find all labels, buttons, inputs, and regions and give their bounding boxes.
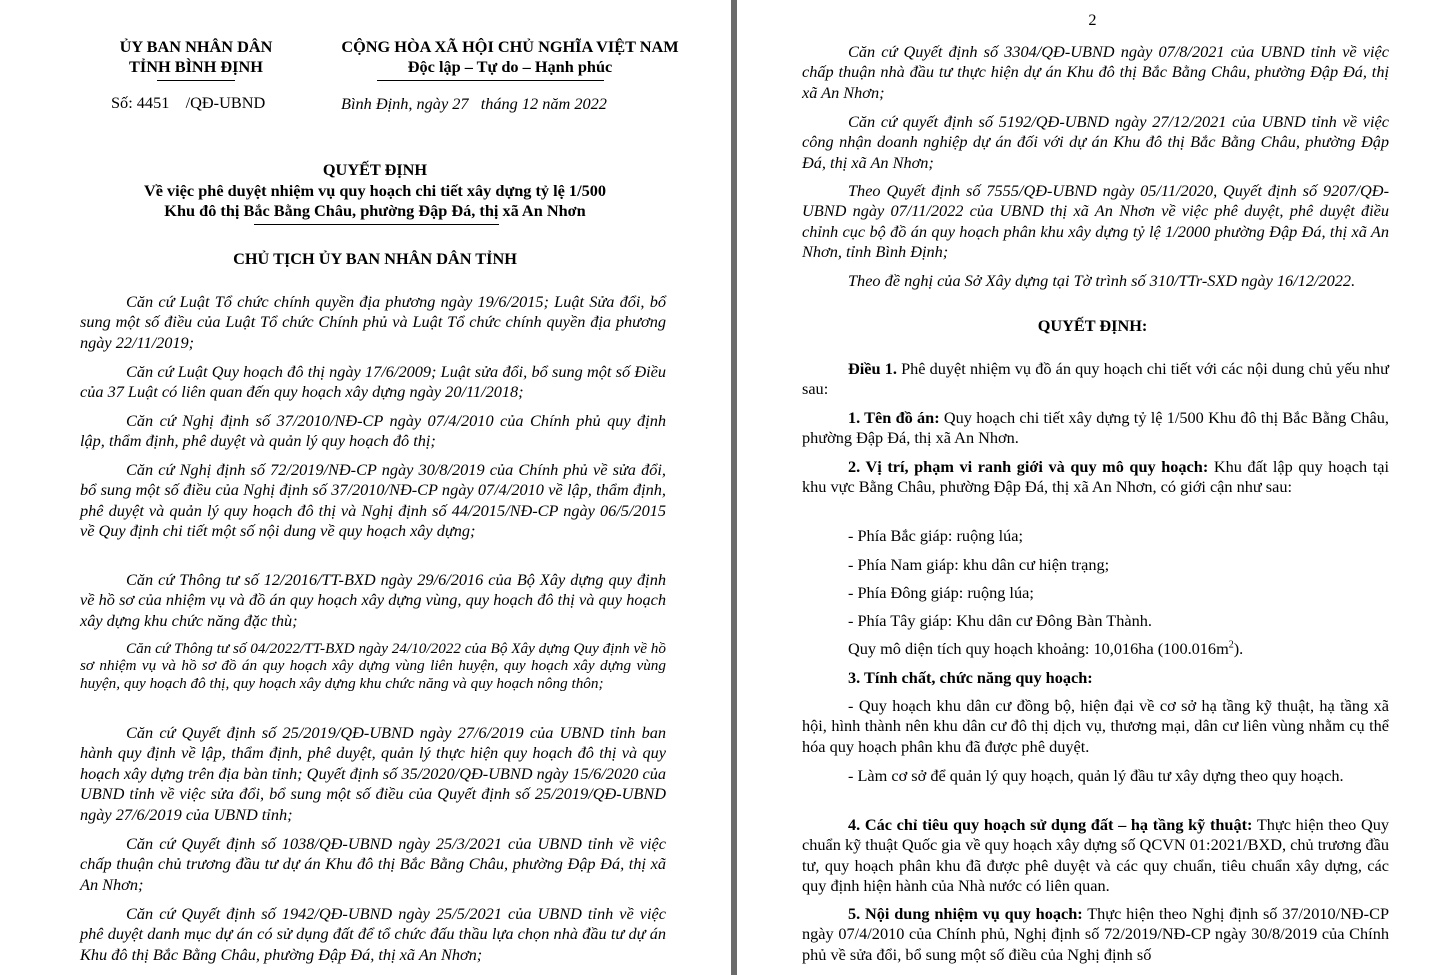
- boundary-north: - Phía Bắc giáp: ruộng lúa;: [848, 526, 1023, 545]
- decision-subject: Về việc phê duyệt nhiệm vụ quy hoạch chi tiết xây dựng tỷ lệ 1/500 Khu đô thị Bắc Bằng Châu, phường Đập Đá, thị xã An Nhơn: [143, 181, 607, 221]
- item-3-point: - Quy hoạch khu dân cư đồng bộ, hiện đại về cơ sở hạ tầng kỹ thuật, hạ tầng xã hội, hình thành nên khu dân cư đô thị dịch vụ, thương mại, dân cư liên vùng nhằm cụ thể hóa quy hoạch phân khu đã được phê duyệt.: [802, 696, 1389, 756]
- basis-paragraph: Theo Quyết định số 7555/QĐ-UBND ngày 05/11/2020, Quyết định số 9207/QĐ-UBND ngày 07/11/2022 của UBND thị xã An Nhơn về việc phê duyệt, phê duyệt điều chỉnh cục bộ đồ án quy hoạch phân khu xây dựng tỷ lệ 1/2000 phường Đập Đá, thị xã An Nhơn, tỉnh Bình Định;: [802, 181, 1389, 262]
- agency-name: ỦY BAN NHÂN DÂN TỈNH BÌNH ĐỊNH: [119, 37, 273, 77]
- basis-paragraph: Theo đề nghị của Sở Xây dựng tại Tờ trình số 310/TTr-SXD ngày 16/12/2022.: [848, 271, 1356, 290]
- basis-paragraph: Căn cứ Luật Tổ chức chính quyền địa phương ngày 19/6/2015; Luật Sửa đổi, bổ sung một số điều của Luật Tổ chức Chính phủ và Luật Tổ chức chính quyền địa phương ngày 22/11/2019;: [80, 292, 666, 352]
- item-4-criteria: 4. Các chỉ tiêu quy hoạch sử dụng đất – hạ tầng kỹ thuật: Thực hiện theo Quy chuẩn kỹ thuật Quốc gia về quy hoạch xây dựng số QCVN 01:2021/BXD, chủ trương đầu tư, quy hoạch phân khu đã được phê duyệt và các quy chuẩn, tiêu chuẩn xây dựng, các quy định hiện hành của Nhà nước có liên quan.: [802, 815, 1389, 896]
- issuing-authority: CHỦ TỊCH ỦY BAN NHÂN DÂN TỈNH: [233, 249, 517, 268]
- page-2: [737, 0, 1448, 975]
- document-number: Số: 4451 /QĐ-UBND: [111, 93, 266, 112]
- item-1-name: 1. Tên đồ án: Quy hoạch chi tiết xây dựng tỷ lệ 1/500 Khu đô thị Bắc Bằng Châu, phường Đập Đá, thị xã An Nhơn.: [802, 408, 1389, 448]
- item-5-content: 5. Nội dung nhiệm vụ quy hoạch: Thực hiện theo Nghị định số 37/2010/NĐ-CP ngày 07/4/2010 của Chính phủ, Nghị định số 72/2019/NĐ-CP ngày 30/8/2019 của Chính phủ về sửa đổi, bổ sung một số điều của Nghị định số: [802, 904, 1389, 964]
- decision-title: QUYẾT ĐỊNH: [322, 160, 428, 179]
- basis-paragraph: Căn cứ Quyết định số 25/2019/QĐ-UBND ngày 27/6/2019 của UBND tỉnh ban hành quy định về lập, thẩm định, phê duyệt, quản lý thực hiện quy hoạch đô thị và quy hoạch xây dựng trên địa bàn tỉnh; Quyết định số 35/2020/QĐ-UBND ngày 15/6/2020 của UBND tỉnh về việc sửa đổi, bổ sung một số điều của Quyết định số 25/2019/QĐ-UBND ngày 27/6/2019 của UBND tỉnh;: [80, 723, 666, 824]
- basis-paragraph: Căn cứ Thông tư số 04/2022/TT-BXD ngày 24/10/2022 của Bộ Xây dựng Quy định về hồ sơ nhiệm vụ và hồ sơ đồ án quy hoạch xây dựng vùng liên huyện, quy hoạch xây dựng vùng huyện, quy hoạch đô thị, quy hoạch xây dựng khu chức năng và quy hoạch nông thôn;: [80, 640, 666, 692]
- subject-underline: [254, 224, 499, 225]
- boundary-east: - Phía Đông giáp: ruộng lúa;: [848, 583, 1034, 602]
- basis-paragraph: Căn cứ Quyết định số 3304/QĐ-UBND ngày 07/8/2021 của UBND tỉnh về việc chấp thuận nhà đầu tư thực hiện dự án Khu đô thị Bắc Bằng Châu, phường Đập Đá, thị xã An Nhơn;: [802, 42, 1389, 102]
- basis-paragraph: Căn cứ Nghị định số 72/2019/NĐ-CP ngày 30/8/2019 của Chính phủ về sửa đổi, bổ sung một số điều của Nghị định số 37/2010/NĐ-CP ngày 07/4/2010 về lập, thẩm định, phê duyệt và quản lý quy hoạch đô thị và Nghị định số 44/2015/NĐ-CP ngày 06/5/2015 về Quy định chi tiết một số nội dung về quy hoạch xây dựng;: [80, 460, 666, 541]
- agency-underline: [157, 80, 235, 81]
- basis-paragraph: Căn cứ Quyết định số 1942/QĐ-UBND ngày 25/5/2021 của UBND tỉnh về việc phê duyệt danh mục dự án có sử dụng đất để tổ chức đấu thầu lựa chọn nhà đầu tư dự án Khu đô thị Bắc Bằng Châu, phường Đập Đá, thị xã An Nhơn;: [80, 904, 666, 964]
- decision-heading: QUYẾT ĐỊNH:: [1037, 316, 1148, 335]
- basis-paragraph: Căn cứ Quyết định số 1038/QĐ-UBND ngày 25/3/2021 của UBND tỉnh về việc chấp thuận chủ trương đầu tư dự án Khu đô thị Bắc Bằng Châu, phường Đập Đá, thị xã An Nhơn;: [80, 834, 666, 894]
- item-3-heading: 3. Tính chất, chức năng quy hoạch:: [848, 668, 1093, 687]
- basis-paragraph: Căn cứ Thông tư số 12/2016/TT-BXD ngày 29/6/2016 của Bộ Xây dựng quy định về hồ sơ của nhiệm vụ và đồ án quy hoạch xây dựng vùng, quy hoạch đô thị và quy hoạch xây dựng khu chức năng đặc thù;: [80, 570, 666, 630]
- basis-paragraph: Căn cứ Nghị định số 37/2010/NĐ-CP ngày 07/4/2010 của Chính phủ quy định lập, thẩm định, phê duyệt và quản lý quy hoạch đô thị;: [80, 411, 666, 451]
- item-3-point: - Làm cơ sở để quản lý quy hoạch, quản lý đầu tư xây dựng theo quy hoạch.: [848, 766, 1344, 785]
- motto-underline: [377, 80, 604, 81]
- page-number: 2: [1088, 10, 1097, 29]
- boundary-west: - Phía Tây giáp: Khu dân cư Đông Bàn Thành.: [848, 611, 1152, 630]
- planning-area: Quy mô diện tích quy hoạch khoảng: 10,016ha $(100.016m^2)$.: [848, 639, 1244, 658]
- basis-paragraph: Căn cứ Luật Quy hoạch đô thị ngày 17/6/2009; Luật sửa đổi, bổ sung một số Điều của 37 Luật có liên quan đến quy hoạch xây dựng ngày 20/11/2018;: [80, 362, 666, 402]
- national-header: CỘNG HÒA XÃ HỘI CHỦ NGHĨA VIỆT NAM Độc lập – Tự do – Hạnh phúc: [341, 37, 679, 77]
- basis-paragraph: Căn cứ quyết định số 5192/QĐ-UBND ngày 27/12/2021 của UBND tỉnh về việc công nhận doanh nghiệp dự án đối với dự án Khu đô thị Bắc Bằng Châu, phường Đập Đá, thị xã An Nhơn;: [802, 112, 1389, 172]
- article-1: Điều 1. Phê duyệt nhiệm vụ đồ án quy hoạch chi tiết với các nội dung chủ yếu như sau:: [802, 359, 1389, 399]
- boundary-south: - Phía Nam giáp: khu dân cư hiện trạng;: [848, 555, 1110, 574]
- item-2-location: 2. Vị trí, phạm vi ranh giới và quy mô quy hoạch: Khu đất lập quy hoạch tại khu vực Bằng Châu, phường Đập Đá, thị xã An Nhơn, có giới cận như sau:: [802, 457, 1390, 497]
- place-date: Bình Định, ngày 27 tháng 12 năm 2022: [341, 94, 607, 113]
